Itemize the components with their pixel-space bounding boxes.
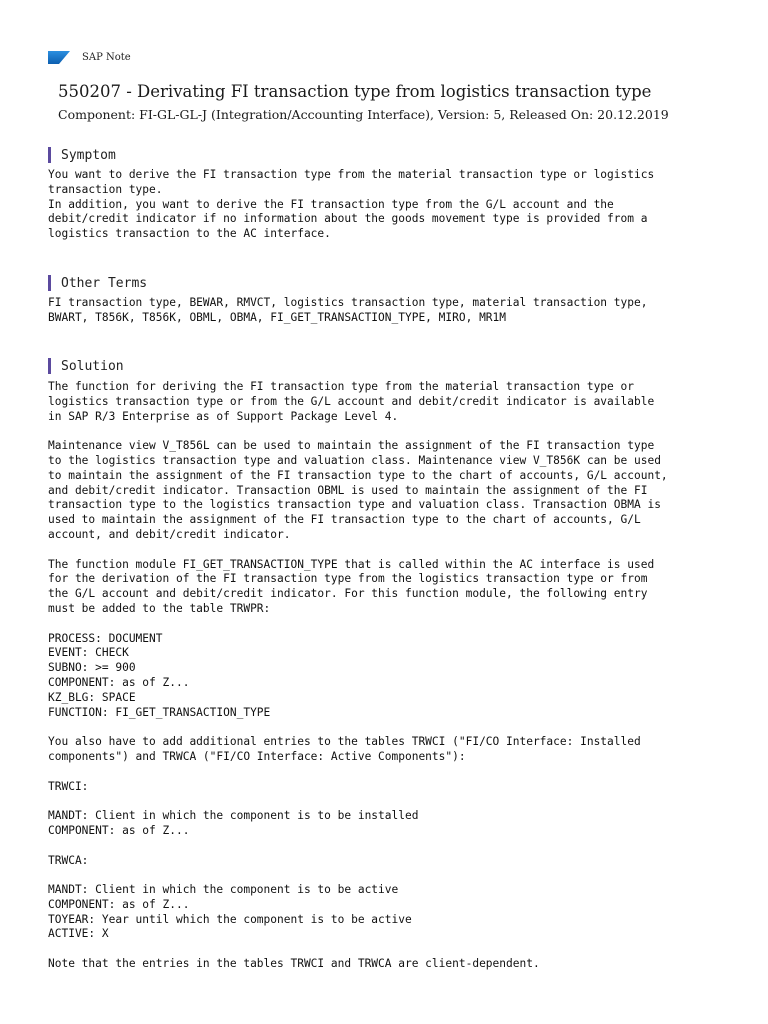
text-line: The function for deriving the FI transaction type from the material transaction type or xyxy=(48,380,634,393)
text-line xyxy=(48,720,668,735)
text-line: to maintain the assignment of the FI transaction type to the chart of accounts, G/L account, xyxy=(48,468,668,482)
note-meta: Component: FI-GL-GL-J (Integration/Accounting Interface), Version: 5, Released On: 20.12.2019 xyxy=(58,107,669,122)
text-line: COMPONENT: as of Z... xyxy=(48,675,190,689)
other-terms-heading xyxy=(48,275,147,291)
section-marker xyxy=(48,358,51,374)
text-line: transaction type. xyxy=(48,182,163,196)
solution-text xyxy=(48,380,668,972)
text-line: SUBNO: >= 900 xyxy=(48,661,136,675)
solution-heading xyxy=(48,358,124,374)
page-header xyxy=(48,50,131,64)
text-line: debit/credit indicator if no information about the goods movement type is provided from a xyxy=(48,212,648,226)
text-line: The function module FI_GET_TRANSACTION_TYPE that is called within the AC interface is used xyxy=(48,557,655,571)
text-line: to the logistics transaction type and valuation class. Maintenance view V_T856K can be used xyxy=(48,453,661,467)
text-line: In addition, you want to derive the FI transaction type from the G/L account and the xyxy=(48,197,614,211)
text-line: MANDT: Client in which the component is to be active xyxy=(48,883,399,897)
text-line: EVENT: CHECK xyxy=(48,646,129,660)
text-line: must be added to the table TRWPR: xyxy=(48,601,271,615)
text-line: TRWCI: xyxy=(48,779,89,793)
text-line xyxy=(48,868,668,883)
symptom-text xyxy=(48,168,654,242)
text-line: components") and TRWCA ("FI/CO Interface: Active Components"): xyxy=(48,749,466,763)
text-line: and debit/credit indicator. Transaction OBML is used to maintain the assignment of the FI xyxy=(48,483,648,497)
text-line: MANDT: Client in which the component is to be installed xyxy=(48,809,419,823)
text-line: Maintenance view V_T856L can be used to maintain the assignment of the FI transaction type xyxy=(48,439,655,453)
text-line xyxy=(48,765,668,780)
text-line: transaction type to the logistics transaction type and valuation class. Transaction OBMA is xyxy=(48,498,661,512)
text-line: Note that the entries in the tables TRWCI and TRWCA are client-dependent. xyxy=(48,957,540,971)
text-line: for the derivation of the FI transaction type from the logistics transaction type or from xyxy=(48,572,648,586)
text-line: COMPONENT: as of Z... xyxy=(48,823,190,837)
other-terms-title: Other Terms xyxy=(61,275,148,291)
text-line xyxy=(48,794,668,809)
section-marker xyxy=(48,147,51,163)
text-line: BWART, T856K, T856K, OBML, OBMA, FI_GET_TRANSACTION_TYPE, MIRO, MR1M xyxy=(48,310,507,324)
symptom-title: Symptom xyxy=(61,147,116,163)
note-title: 550207 - Derivating FI transaction type from logistics transaction type xyxy=(58,82,652,101)
text-line: the G/L account and debit/credit indicator. For this function module, the following entry xyxy=(48,587,648,601)
text-line: You want to derive the FI transaction type from the material transaction type or logistics xyxy=(48,168,655,181)
text-line: ACTIVE: X xyxy=(48,927,109,941)
other-terms-text xyxy=(48,296,647,326)
text-line: TRWCA: xyxy=(48,853,89,867)
text-line: in SAP R/3 Enterprise as of Support Package Level 4. xyxy=(48,409,399,423)
text-line: logistics transaction type or from the G/L account and debit/credit indicator is available xyxy=(48,394,655,408)
section-marker xyxy=(48,275,51,291)
text-line: COMPONENT: as of Z... xyxy=(48,897,190,911)
text-line xyxy=(48,424,668,439)
sap-logo xyxy=(48,51,70,64)
text-line: logistics transaction to the AC interface. xyxy=(48,227,331,241)
text-line: FI transaction type, BEWAR, RMVCT, logistics transaction type, material transaction type, xyxy=(48,296,648,309)
solution-title: Solution xyxy=(61,358,124,374)
text-line: FUNCTION: FI_GET_TRANSACTION_TYPE xyxy=(48,705,271,719)
text-line xyxy=(48,839,668,854)
header-label: SAP Note xyxy=(82,51,131,63)
text-line: used to maintain the assignment of the FI transaction type to the chart of accounts, G/L xyxy=(48,513,641,527)
text-line: TOYEAR: Year until which the component is to be active xyxy=(48,912,412,926)
text-line: account, and debit/credit indicator. xyxy=(48,527,291,541)
text-line xyxy=(48,543,668,558)
text-line: KZ_BLG: SPACE xyxy=(48,690,136,704)
text-line: You also have to add additional entries to the tables TRWCI ("FI/CO Interface: Installed xyxy=(48,735,641,749)
text-line xyxy=(48,617,668,632)
text-line: PROCESS: DOCUMENT xyxy=(48,631,163,645)
symptom-heading xyxy=(48,147,116,163)
text-line xyxy=(48,942,668,957)
